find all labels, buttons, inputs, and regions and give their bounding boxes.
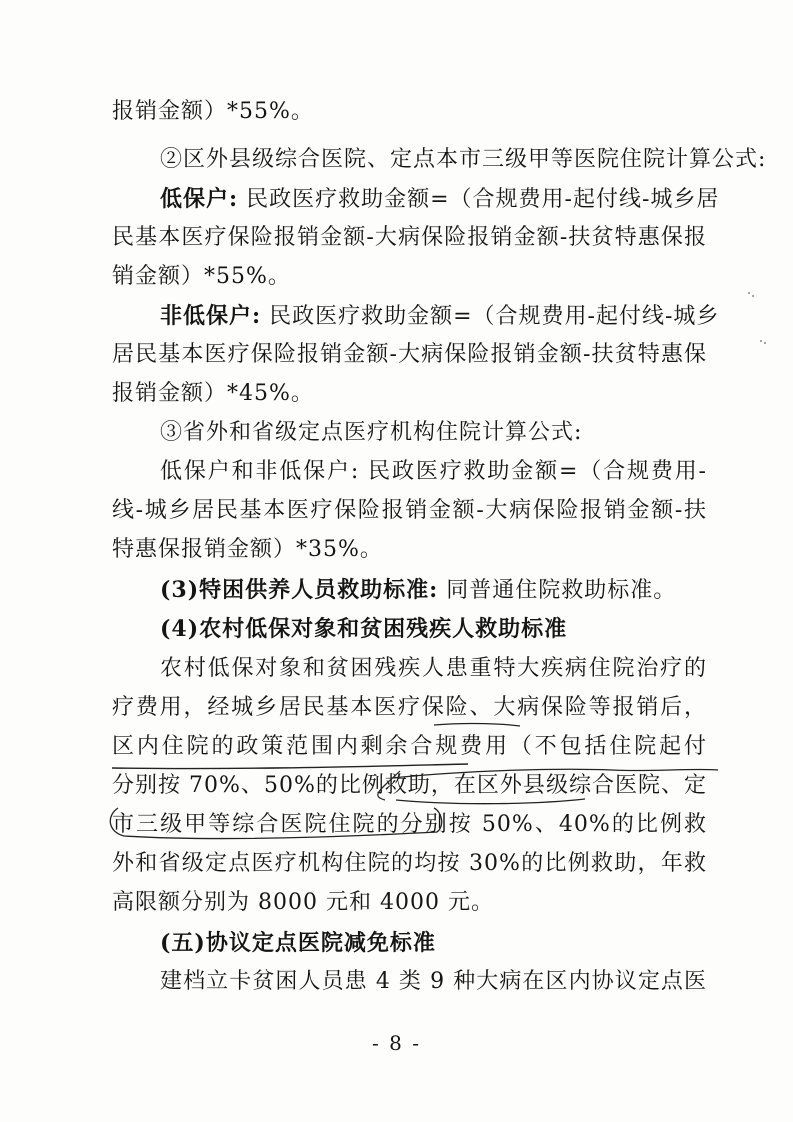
- section-heading: (4)农村低保对象和贫困残疾人救助标准: [160, 616, 568, 642]
- formula-text: 民政医疗救助金额=（合规费用-起付线-城乡居: [246, 187, 720, 212]
- formula-text: 民政医疗救助金额=（合规费用-起付线-城乡: [269, 304, 720, 329]
- text-line: 销金额）*55%。: [112, 264, 291, 289]
- text-line: 低保户和非低保户: 民政医疗救助金额=（合规费用-: [160, 459, 707, 484]
- text-line: 高限额分别为 8000 元和 4000 元。: [112, 890, 494, 915]
- text-line: 外和省级定点医疗机构住院的均按 30%的比例救助，年救: [112, 851, 707, 876]
- text-line: 市三级甲等综合医院住院的分别按 50%、40%的比例救: [112, 812, 707, 837]
- text-line: [160, 300, 720, 333]
- text-line: 区内住院的政策范围内剩余合规费用（不包括住院起付: [112, 734, 707, 759]
- text-line: 建档立卡贫困人员患 4 类 9 种大病在区内协议定点医: [160, 969, 707, 994]
- section-heading: [160, 574, 707, 607]
- subheading: ②区外县级综合医院、定点本市三级甲等医院住院计算公式:: [160, 147, 767, 172]
- label-non-low-income: 非低保户:: [160, 303, 262, 329]
- label-special-support: (3)特困供养人员救助标准:: [160, 577, 439, 603]
- text-line: 疗费用，经城乡居民基本医疗保险、大病保险等报销后，: [112, 695, 707, 720]
- text-line: 民基本医疗保险报销金额-大病保险报销金额-扶贫特惠保报: [112, 225, 707, 250]
- text-line: 报销金额）*55%。: [112, 99, 314, 124]
- text-line: 居民基本医疗保险报销金额-大病保险报销金额-扶贫特惠保: [112, 342, 707, 367]
- text-line: 报销金额）*45%。: [112, 381, 314, 406]
- label-low-income: 低保户:: [160, 186, 239, 212]
- text-line: [160, 183, 720, 216]
- page-number: - 8 -: [372, 1031, 421, 1055]
- underline-stroke: [112, 764, 468, 769]
- text-line: 农村低保对象和贫困残疾人患重特大疾病住院治疗的: [160, 656, 707, 681]
- text-line: 分别按 70%、50%的比例救助，在区外县级综合医院、定: [112, 773, 707, 798]
- text-line: 特惠保报销金额）*35%。: [112, 537, 383, 562]
- text-line: 线-城乡居民基本医疗保险报销金额-大病保险报销金额-扶: [112, 498, 707, 523]
- section-heading: (五)协议定点医院减免标准: [160, 930, 436, 956]
- subheading: ③省外和省级定点医疗机构住院计算公式:: [160, 420, 583, 445]
- section-text: 同普通住院救助标准。: [446, 578, 677, 603]
